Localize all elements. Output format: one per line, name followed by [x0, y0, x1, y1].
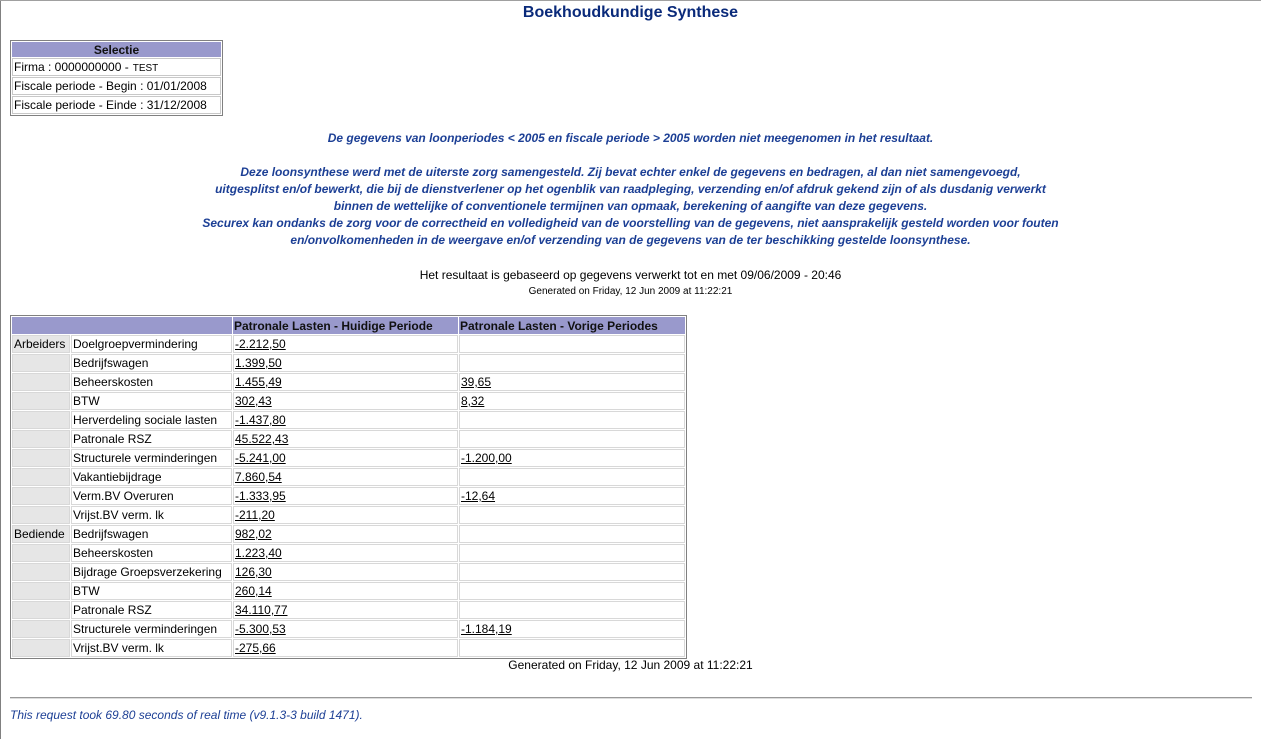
row-label: Herverdeling sociale lasten — [71, 411, 232, 429]
row-group — [12, 430, 70, 448]
amount-link-current[interactable]: 982,02 — [235, 527, 272, 541]
row-group — [12, 487, 70, 505]
row-group — [12, 392, 70, 410]
cell-previous — [459, 582, 685, 600]
cell-previous — [459, 544, 685, 562]
row-label: Structurele verminderingen — [71, 620, 232, 638]
table-row — [12, 506, 685, 524]
cell-current — [233, 392, 458, 410]
divider — [10, 697, 1252, 699]
row-label: Bijdrage Groepsverzekering — [71, 563, 232, 581]
amount-link-current[interactable]: -2.212,50 — [235, 337, 286, 351]
row-group: Arbeiders — [12, 335, 70, 353]
cell-current — [233, 354, 458, 372]
amount-link-current[interactable]: 45.522,43 — [235, 432, 289, 446]
cell-previous — [459, 468, 685, 486]
amount-link-current[interactable]: -1.437,80 — [235, 413, 286, 427]
amount-link-current[interactable]: 260,14 — [235, 584, 272, 598]
row-label: Doelgroepvermindering — [71, 335, 232, 353]
table-row — [12, 411, 685, 429]
notice-line-1: De gegevens van loonperiodes < 2005 en fiscale periode > 2005 worden niet meegenomen in het resultaat. — [327, 131, 934, 145]
row-label: Patronale RSZ — [71, 430, 232, 448]
amount-link-current[interactable]: -5.300,53 — [235, 622, 286, 636]
table-row — [12, 563, 685, 581]
cell-current — [233, 525, 458, 543]
row-label: Beheerskosten — [71, 373, 232, 391]
table-row — [12, 354, 685, 372]
row-group — [12, 544, 70, 562]
header-previous-periods: Patronale Lasten - Vorige Periodes — [459, 317, 685, 334]
notice-disclaimer — [0, 164, 1261, 249]
table-row — [12, 620, 685, 638]
selection-table — [10, 40, 223, 116]
request-time-footer: This request took 69.80 seconds of real time (v9.1.3-3 build 1471). — [10, 708, 363, 722]
cell-current — [233, 544, 458, 562]
cell-previous — [459, 506, 685, 524]
cell-previous — [459, 354, 685, 372]
table-row — [12, 449, 685, 467]
header-empty — [12, 317, 232, 334]
page-title: Boekhoudkundige Synthese — [522, 4, 739, 21]
amount-link-current[interactable]: -5.241,00 — [235, 451, 286, 465]
result-basis-text: Het resultaat is gebaseerd op gegevens verwerkt tot en met 09/06/2009 - 20:46 — [419, 268, 842, 282]
table-row — [12, 335, 685, 353]
notice-line-6: en/onvolkomenheden in de weergave en/of verzending van de gegevens van de ter beschikking gestelde loonsynthese. — [290, 233, 971, 247]
amount-link-current[interactable]: 1.223,40 — [235, 546, 282, 560]
charges-table-body — [12, 335, 685, 657]
row-label: Bedrijfswagen — [71, 354, 232, 372]
table-row — [12, 601, 685, 619]
notice-line-3: uitgesplitst en/of bewerkt, die bij de dienstverlener op het ogenblik van raadpleging, verzending en/of afdruk gekend zijn of als dusdanig verwerkt — [215, 182, 1046, 196]
row-group — [12, 582, 70, 600]
notice-line-2: Deze loonsynthese werd met de uiterste zorg samengesteld. Zij bevat echter enkel de gegevens en bedragen, al dan niet samengevoegd, — [240, 165, 1021, 179]
cell-previous — [459, 620, 685, 638]
amount-link-current[interactable]: -275,66 — [235, 641, 276, 655]
cell-current — [233, 487, 458, 505]
table-row — [12, 373, 685, 391]
window-top-border — [0, 0, 1261, 1]
row-group — [12, 506, 70, 524]
table-row — [12, 544, 685, 562]
row-group — [12, 601, 70, 619]
cell-current — [233, 639, 458, 657]
row-label: BTW — [71, 392, 232, 410]
row-group — [12, 373, 70, 391]
row-group — [12, 468, 70, 486]
cell-current — [233, 620, 458, 638]
cell-current — [233, 468, 458, 486]
amount-link-current[interactable]: 7.860,54 — [235, 470, 282, 484]
table-row — [12, 639, 685, 657]
cell-previous — [459, 373, 685, 391]
cell-previous — [459, 430, 685, 448]
cell-previous — [459, 487, 685, 505]
amount-link-current[interactable]: -211,20 — [235, 508, 275, 522]
cell-previous — [459, 411, 685, 429]
generated-timestamp-top: Generated on Friday, 12 Jun 2009 at 11:22:21 — [528, 286, 733, 297]
notice-line-5: Securex kan ondanks de zorg voor de correctheid en volledigheid van de voorstelling van de gegevens, niet aansprakelijk gesteld worden voor fouten — [202, 216, 1059, 230]
cell-current — [233, 449, 458, 467]
row-label: Patronale RSZ — [71, 601, 232, 619]
cell-current — [233, 563, 458, 581]
amount-link-current[interactable]: 1.399,50 — [235, 356, 282, 370]
amount-link-current[interactable]: 302,43 — [235, 394, 272, 408]
cell-previous — [459, 601, 685, 619]
table-row — [12, 582, 685, 600]
row-label: Structurele verminderingen — [71, 449, 232, 467]
cell-previous — [459, 392, 685, 410]
generated-timestamp-bottom: Generated on Friday, 12 Jun 2009 at 11:22:21 — [508, 658, 753, 672]
table-row — [12, 468, 685, 486]
notice-period — [0, 130, 1261, 147]
cell-previous — [459, 639, 685, 657]
cell-current — [233, 430, 458, 448]
firma-label: Firma : 0000000000 - — [14, 60, 129, 74]
cell-current — [233, 335, 458, 353]
row-group — [12, 639, 70, 657]
cell-previous — [459, 525, 685, 543]
row-label: Verm.BV Overuren — [71, 487, 232, 505]
selection-period-begin: Fiscale periode - Begin : 01/01/2008 — [12, 77, 221, 95]
row-label: Vrijst.BV verm. lk — [71, 639, 232, 657]
row-label: Bedrijfswagen — [71, 525, 232, 543]
amount-link-previous[interactable]: -12,64 — [461, 489, 496, 503]
table-row — [12, 525, 685, 543]
amount-link-current[interactable]: 1.455,49 — [235, 375, 282, 389]
table-row — [12, 487, 685, 505]
row-label: Beheerskosten — [71, 544, 232, 562]
selection-firma — [12, 58, 221, 76]
row-label: BTW — [71, 582, 232, 600]
row-group — [12, 563, 70, 581]
row-label: Vakantiebijdrage — [71, 468, 232, 486]
amount-link-current[interactable]: -1.333,95 — [235, 489, 286, 503]
table-row — [12, 430, 685, 448]
cell-previous — [459, 449, 685, 467]
cell-current — [233, 373, 458, 391]
row-group — [12, 354, 70, 372]
notice-line-4: binnen de wettelijke of conventionele termijnen van opmaak, berekening of aangifte van deze gegevens. — [333, 199, 928, 213]
amount-link-current[interactable]: 34.110,77 — [235, 603, 288, 617]
amount-link-current[interactable]: 126,30 — [235, 565, 272, 579]
charges-table — [10, 315, 687, 659]
table-row — [12, 392, 685, 410]
cell-previous — [459, 335, 685, 353]
cell-current — [233, 411, 458, 429]
cell-current — [233, 582, 458, 600]
row-group — [12, 620, 70, 638]
row-group — [12, 411, 70, 429]
cell-current — [233, 506, 458, 524]
cell-previous — [459, 563, 685, 581]
cell-current — [233, 601, 458, 619]
row-group — [12, 449, 70, 467]
window-left-border — [0, 0, 1, 739]
header-current-period: Patronale Lasten - Huidige Periode — [233, 317, 458, 334]
row-group: Bediende — [12, 525, 70, 543]
row-label: Vrijst.BV verm. lk — [71, 506, 232, 524]
amount-link-previous[interactable]: 8,32 — [461, 394, 485, 408]
amount-link-previous[interactable]: -1.184,19 — [461, 622, 512, 636]
amount-link-previous[interactable]: -1.200,00 — [461, 451, 512, 465]
amount-link-previous[interactable]: 39,65 — [461, 375, 492, 389]
selection-header: Selectie — [12, 42, 221, 57]
firma-name: TEST — [132, 63, 159, 74]
selection-period-end: Fiscale periode - Einde : 31/12/2008 — [12, 96, 221, 114]
